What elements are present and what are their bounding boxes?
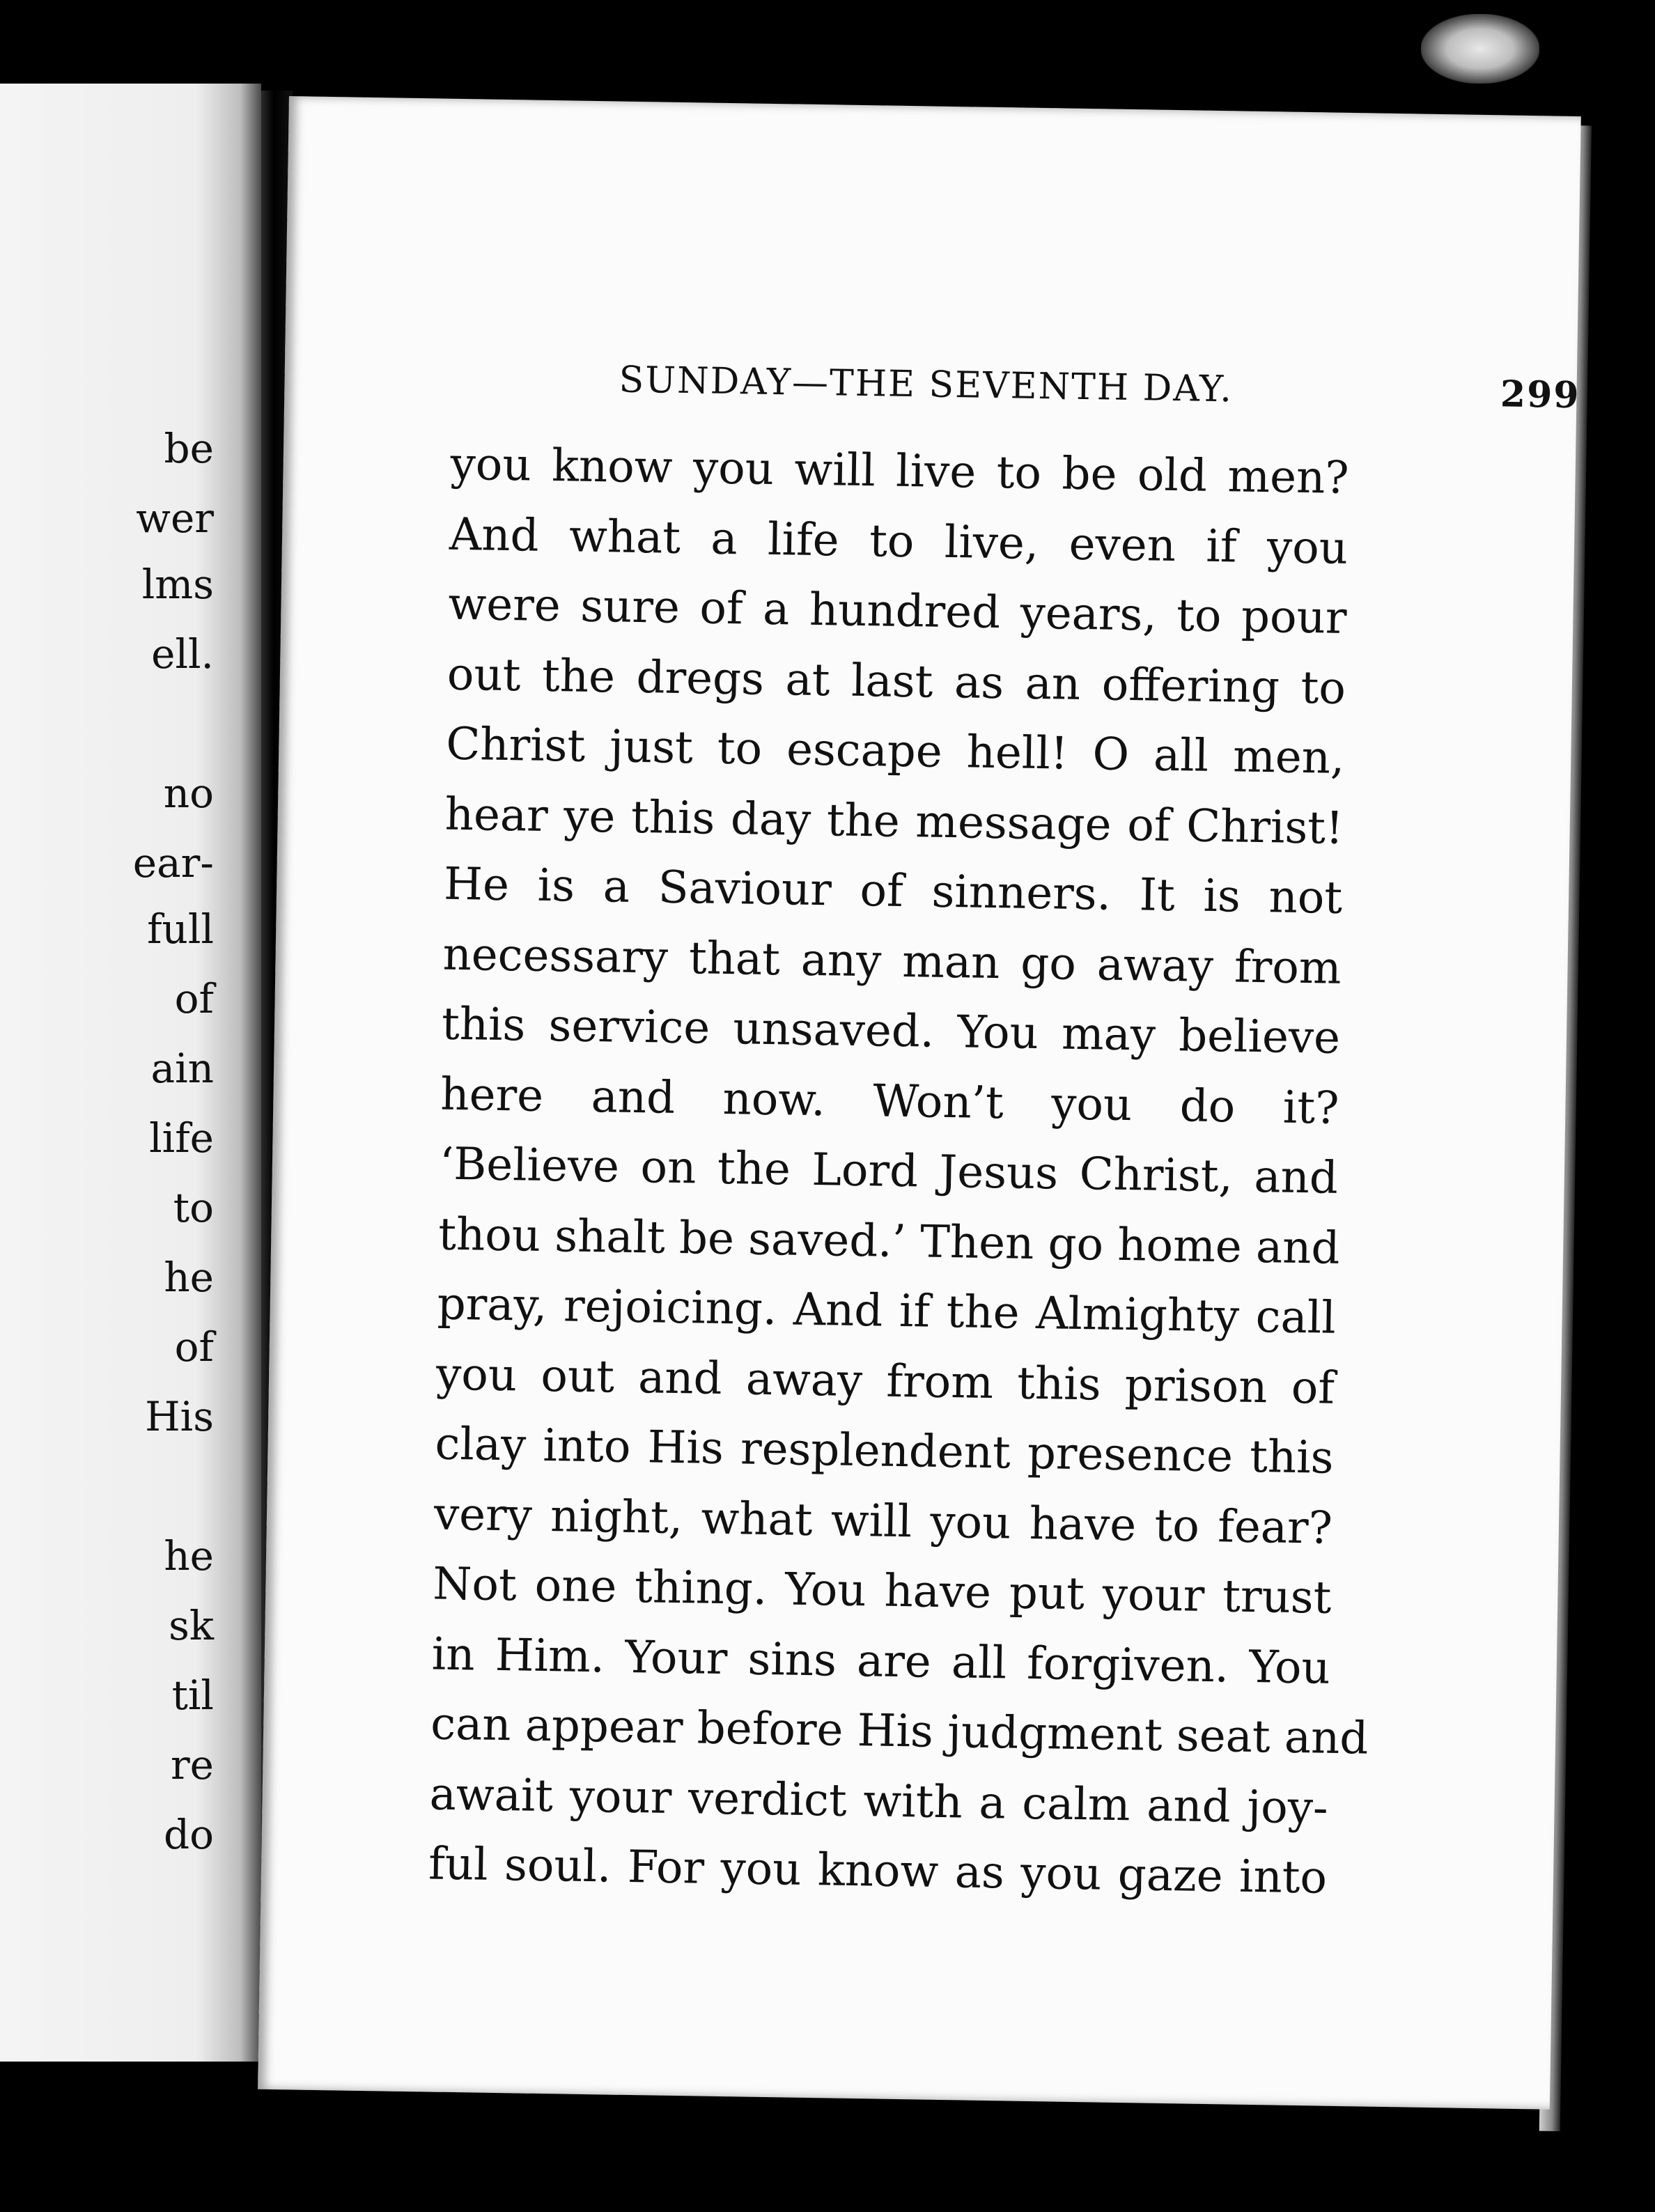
text-line: clay into His resplendent presence this — [435, 1418, 1335, 1484]
left-fragment: of — [174, 975, 214, 1022]
left-fragment: he — [164, 1532, 214, 1580]
left-fragment: he — [164, 1254, 214, 1301]
text-line: thou shalt be saved.’ Then go home and — [437, 1208, 1340, 1275]
text-line: necessary that any man go away from — [442, 928, 1342, 995]
text-line: And what a life to live, even if you — [449, 508, 1349, 575]
left-fragment: be — [164, 425, 214, 472]
text-line: hear ye this day the message of Christ! — [444, 788, 1344, 855]
text-line: await your verdict with a calm and joy- — [429, 1768, 1329, 1835]
left-fragment: His — [145, 1393, 214, 1440]
left-fragment: do — [163, 1811, 214, 1858]
left-fragment: lms — [141, 561, 214, 608]
page-number: 299 — [1500, 373, 1580, 417]
left-fragment: ain — [150, 1045, 214, 1092]
text-line: Christ just to escape hell! O all men, — [445, 718, 1345, 784]
text-line: out the dregs at last as an offering to — [446, 648, 1346, 715]
left-fragment: wer — [136, 494, 214, 542]
text-line: pray, rejoicing. And if the Almighty call — [437, 1278, 1337, 1344]
left-fragment: life — [149, 1114, 214, 1162]
running-header — [619, 359, 1580, 416]
paper-blemish — [1421, 14, 1539, 84]
text-line: Not one thing. You have put your trust — [432, 1558, 1332, 1624]
text-line: in Him. Your sins are all forgiven. You — [431, 1628, 1331, 1695]
left-fragment: til — [171, 1672, 214, 1719]
text-line: you out and away from this prison of — [435, 1348, 1335, 1415]
left-fragment: sk — [169, 1602, 214, 1649]
body-text — [428, 430, 1369, 1914]
left-fragment: no — [163, 770, 214, 817]
left-fragment: full — [147, 905, 214, 953]
text-line: very night, what will you have to fear? — [433, 1488, 1333, 1555]
running-head: SUNDAY—THE SEVENTH DAY. — [619, 359, 1234, 411]
text-line: here and now. Won’t you do it? — [440, 1068, 1339, 1135]
text-line: ‘Believe on the Lord Jesus Christ, and — [439, 1138, 1339, 1204]
text-line: ful soul. For you know as you gaze into — [428, 1838, 1328, 1904]
text-line: you know you will live to be old men? — [450, 438, 1350, 504]
left-fragment: of — [174, 1323, 214, 1371]
right-page — [258, 96, 1581, 2110]
left-fragment: re — [170, 1741, 214, 1789]
left-fragment: ear- — [132, 839, 214, 887]
left-fragment: to — [173, 1184, 214, 1231]
text-line: He is a Saviour of sinners. It is not — [443, 858, 1343, 924]
text-line: can appear before His judgment seat and — [430, 1698, 1369, 1765]
text-line: this service unsaved. You may believe — [441, 998, 1341, 1064]
left-page — [0, 84, 261, 2062]
text-line: were sure of a hundred years, to pour — [447, 578, 1347, 644]
left-fragment: ell. — [151, 630, 214, 678]
